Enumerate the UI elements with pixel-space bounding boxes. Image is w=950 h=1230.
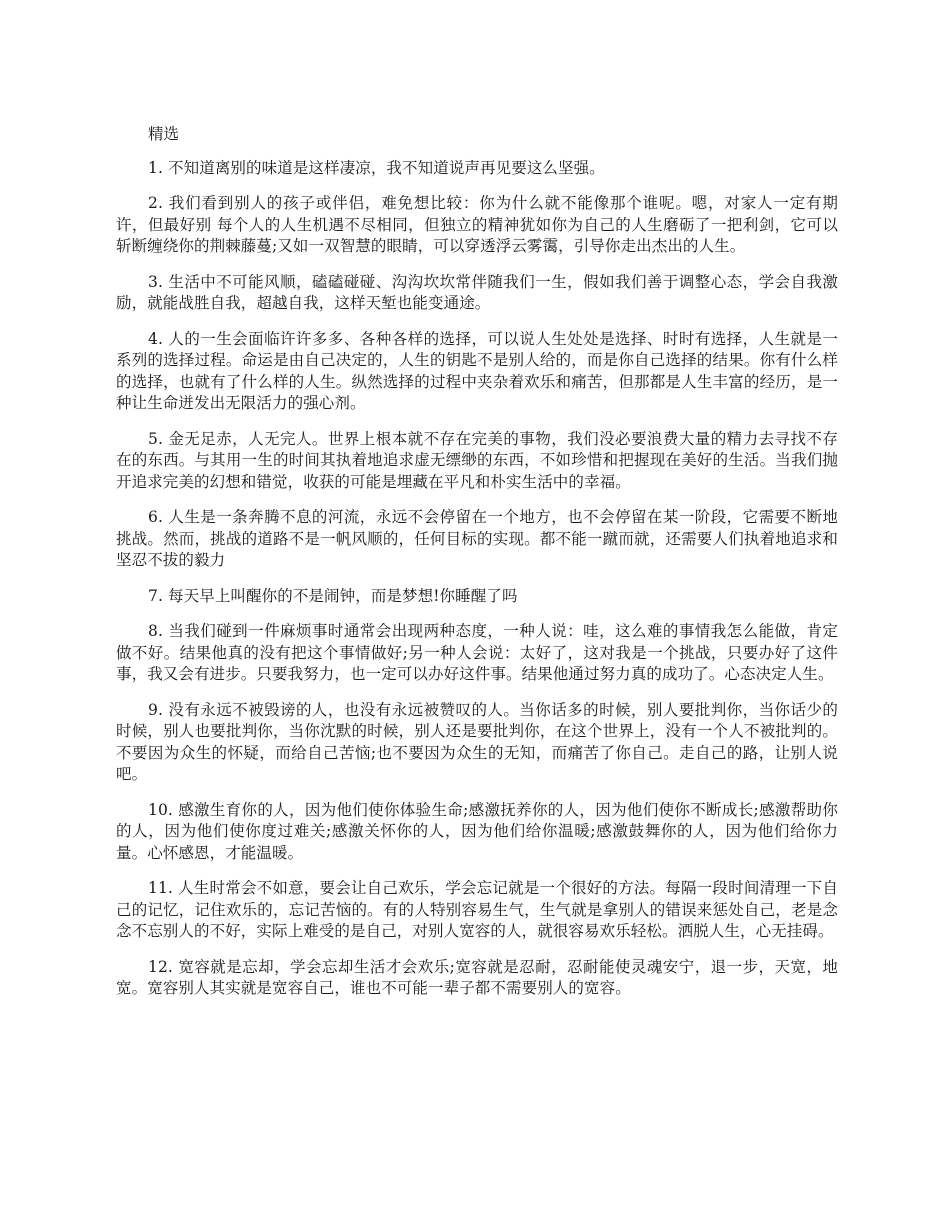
paragraph-12: 12. 宽容就是忘却，学会忘却生活才会欢乐;宽容就是忍耐，忍耐能使灵魂安宁，退一步，天宽，地宽。宽容别人其实就是宽容自己，谁也不可能一辈子都不需要别人的宽容。 bbox=[116, 957, 838, 997]
paragraph-8: 8. 当我们碰到一件麻烦事时通常会出现两种态度，一种人说：哇，这么难的事情我怎么能做，肯定做不好。结果他真的没有把这个事情做好;另一种人会说：太好了，这对我是一个挑战，只要办好了这件事，我又会有进步。只要我努力，也一定可以办好这件事。结果他通过努力真的成功了。心态决定人生。 bbox=[116, 622, 838, 683]
paragraph-5: 5. 金无足赤，人无完人。世界上根本就不存在完美的事物，我们没必要浪费大量的精力去寻找不存在的东西。与其用一生的时间其执着地追求虚无缥缈的东西，不如珍惜和把握现在美好的生活。当我们抛开追求完美的幻想和错觉，收获的可能是埋藏在平凡和朴实生活中的幸福。 bbox=[116, 429, 838, 491]
paragraph-6: 6. 人生是一条奔腾不息的河流，永远不会停留在一个地方，也不会停留在某一阶段，它需要不断地挑战。然而，挑战的道路不是一帆风顺的，任何目标的实现。都不能一蹴而就，还需要人们执着地追求和坚忍不拔的毅力 bbox=[116, 508, 838, 569]
paragraph-3: 3. 生活中不可能风顺，磕磕碰碰、沟沟坎坎常伴随我们一生，假如我们善于调整心态，学会自我激励，就能战胜自我，超越自我，这样天堑也能变通途。 bbox=[116, 272, 838, 312]
paragraph-9: 9. 没有永远不被毁谤的人，也没有永远被赞叹的人。当你话多的时候，别人要批判你，当你话少的时候，别人也要批判你，当你沈默的时候，别人还是要批判你，在这个世界上，没有一个人不被批判的。不要因为众生的怀疑，而给自己苦恼;也不要因为众生的无知，而痛苦了你自己。走自己的路，让别人说吧。 bbox=[116, 700, 838, 783]
paragraph-10: 10. 感激生育你的人，因为他们使你体验生命;感激抚养你的人，因为他们使你不断成长;感激帮助你的人，因为他们使你度过难关;感激关怀你的人，因为他们给你温暖;感激鼓舞你的人，因为他们给你力量。心怀感恩，才能温暖。 bbox=[116, 800, 838, 862]
document-heading: 精选 bbox=[148, 125, 180, 143]
paragraph-1: 1. 不知道离别的味道是这样凄凉，我不知道说声再见要这么坚强。 bbox=[148, 158, 605, 177]
paragraph-2: 2. 我们看到别人的孩子或伴侣，难免想比较：你为什么就不能像那个谁呢。嗯，对家人一定有期许，但最好别 每个人的人生机遇不尽相同，但独立的精神犹如你为自己的人生磨砺了一把利剑，它可以斩断缠绕你的荆棘藤蔓;又如一双智慧的眼睛，可以穿透浮云雾霭，引导你走出杰出的人生。 bbox=[116, 194, 838, 255]
paragraph-4: 4. 人的一生会面临许许多多、各种各样的选择，可以说人生处处是选择、时时有选择，人生就是一系列的选择过程。命运是由自己决定的，人生的钥匙不是别人给的，而是你自己选择的结果。你有什么样的选择，也就有了什么样的人生。纵然选择的过程中夹杂着欢乐和痛苦，但那都是人生丰富的经历，是一种让生命迸发出无限活力的强心剂。 bbox=[116, 329, 838, 412]
paragraph-7: 7. 每天早上叫醒你的不是闹钟，而是梦想!你睡醒了吗 bbox=[148, 586, 518, 605]
paragraph-11: 11. 人生时常会不如意，要会让自己欢乐，学会忘记就是一个很好的方法。每隔一段时间清理一下自己的记忆，记住欢乐的，忘记苦恼的。有的人特别容易生气，生气就是拿别人的错误来惩处自己，老是念念不忘别人的不好，实际上难受的是自己，对别人宽容的人，就很容易欢乐轻松。洒脱人生，心无挂碍。 bbox=[116, 879, 838, 940]
document-body bbox=[116, 124, 838, 1014]
